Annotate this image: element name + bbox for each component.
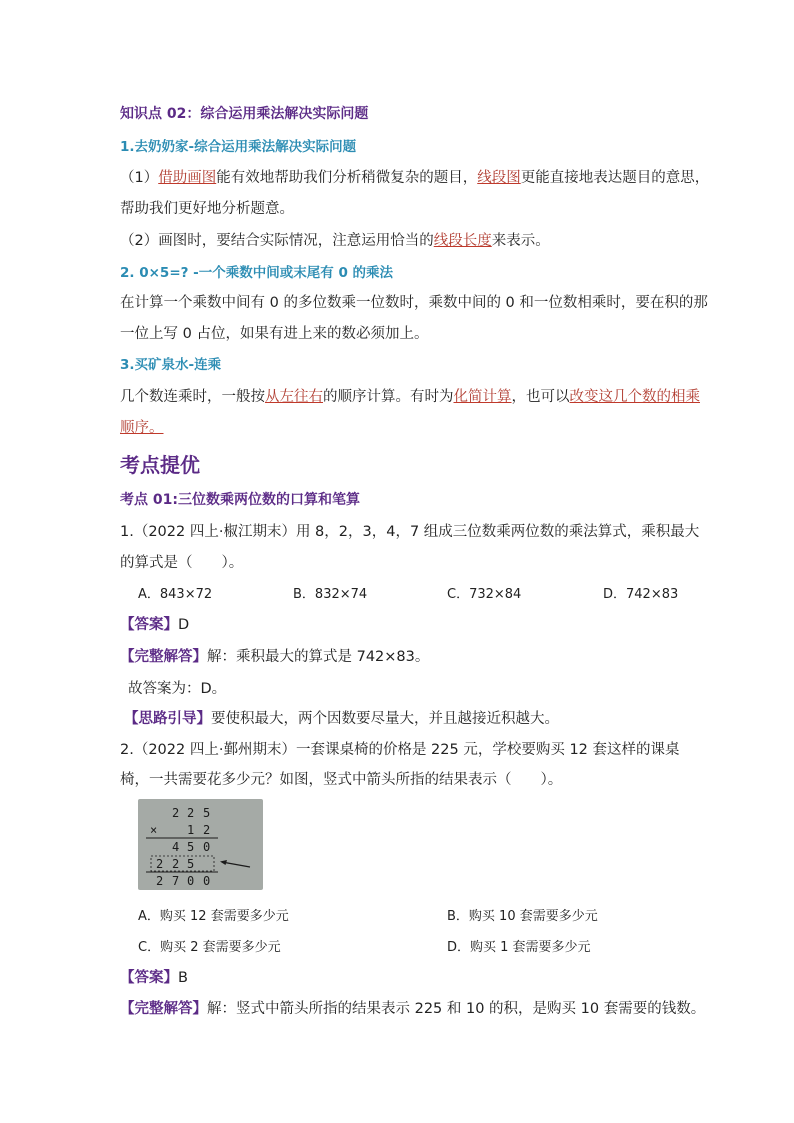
- section2-paragraph-line2: 一位上写 0 占位，如果有进上来的数必须加上。: [120, 326, 429, 342]
- q1-stem-line2: 的算式是（ ）。: [120, 555, 244, 571]
- section3-paragraph-line2: 顺序。: [120, 420, 164, 436]
- q1-explanation: [120, 645, 429, 666]
- q2-stem-line1: 2.（2022 四上·鄞州期末）一套课桌椅的价格是 225 元，学校要购买 12 套这样的课桌: [120, 742, 680, 758]
- text-span: ，也可以: [511, 389, 570, 405]
- q1-conclusion: 故答案为：D。: [128, 681, 227, 697]
- q2-option-c: C．购买 2 套需要多少元: [138, 940, 281, 955]
- q1-stem-line1: 1.（2022 四上·椒江期末）用 8，2，3，4，7 组成三位数乘两位数的乘法算式，乘积最大: [120, 524, 700, 540]
- digit-r5-1: 2: [156, 874, 164, 888]
- digit-r4-3: 5: [187, 857, 195, 871]
- q1-option-c: C．732×84: [447, 587, 522, 602]
- vertical-multiplication-figure: [138, 799, 263, 890]
- digit-r2-1: 1: [187, 823, 195, 837]
- hint-tag: 【思路引导】: [124, 711, 211, 727]
- highlight-simplify: 化简计算: [453, 389, 512, 405]
- digit-r3-3: 0: [203, 840, 211, 854]
- section2-paragraph-line1: 在计算一个乘数中间有 0 的多位数乘一位数时，乘数中间的 0 和一位数相乘时，要在积的那: [120, 295, 708, 311]
- q1-answer: [120, 613, 189, 634]
- section1-paragraph1-line2: 帮助我们更好地分析题意。: [120, 201, 294, 217]
- text-span: 来表示。: [491, 233, 550, 249]
- highlight-line-diagram: 线段图: [477, 170, 521, 186]
- digit-r1-2: 2: [187, 806, 195, 820]
- q2-option-a: A．购买 12 套需要多少元: [138, 909, 289, 924]
- digit-r3-1: 4: [172, 840, 180, 854]
- explanation-text: 解：乘积最大的算式是 742×83。: [207, 649, 430, 665]
- section3-title: 3.买矿泉水-连乘: [120, 357, 222, 373]
- digit-r5-4: 0: [203, 874, 211, 888]
- knowledge-title: 知识点 02：综合运用乘法解决实际问题: [120, 106, 369, 122]
- section-title: 考点提优: [120, 453, 200, 477]
- q1-option-b: B．832×74: [293, 587, 368, 602]
- highlight-segment-length: 线段长度: [433, 233, 492, 249]
- multiplication-svg: [138, 799, 263, 890]
- digit-r5-3: 0: [187, 874, 195, 888]
- section1-title: 1.去奶奶家-综合运用乘法解决实际问题: [120, 139, 357, 155]
- answer-value: B: [178, 970, 188, 986]
- q2-option-d: D．购买 1 套需要多少元: [447, 940, 591, 955]
- digit-r4-1: 2: [156, 857, 164, 871]
- q1-option-d: D．742×83: [603, 587, 679, 602]
- q1-hint: [124, 707, 559, 728]
- section3-paragraph: [120, 385, 700, 406]
- digit-r1-3: 5: [203, 806, 211, 820]
- section1-paragraph1: [120, 166, 709, 187]
- text-span: （2）画图时，要结合实际情况，注意运用恰当的: [120, 233, 434, 249]
- q2-explanation: [120, 997, 705, 1018]
- arrow-line: [222, 862, 250, 867]
- answer-tag: 【答案】: [120, 617, 178, 633]
- section1-paragraph2: [120, 229, 550, 250]
- text-span: 几个数连乘时，一般按: [120, 389, 265, 405]
- highlight-change-order: 改变这几个数的相乘: [569, 389, 700, 405]
- text-span: 更能直接地表达题目的意思，: [520, 170, 710, 186]
- kaodian-title: 考点 01:三位数乘两位数的口算和笔算: [120, 492, 360, 508]
- highlight-left-to-right: 从左往右: [265, 389, 323, 405]
- text-span: 的顺序计算。有时为: [323, 389, 454, 405]
- text-span: 能有效地帮助我们分析稍微复杂的题目，: [216, 170, 478, 186]
- digit-r4-2: 2: [172, 857, 180, 871]
- explanation-tag: 【完整解答】: [120, 649, 207, 665]
- times-sign: ×: [150, 823, 158, 837]
- explanation-tag: 【完整解答】: [120, 1001, 207, 1017]
- q1-option-a: A．843×72: [138, 587, 213, 602]
- q2-option-b: B．购买 10 套需要多少元: [447, 909, 598, 924]
- arrow-head-icon: [220, 860, 227, 865]
- q2-stem-line2: 椅，一共需要花多少元？如图，竖式中箭头所指的结果表示（ ）。: [120, 772, 563, 788]
- answer-tag: 【答案】: [120, 970, 178, 986]
- text-span: （1）: [120, 170, 159, 186]
- explanation-text: 解：竖式中箭头所指的结果表示 225 和 10 的积，是购买 10 套需要的钱数。: [207, 1001, 706, 1017]
- digit-r2-2: 2: [203, 823, 211, 837]
- q2-answer: [120, 966, 188, 987]
- hint-text: 要使积最大，两个因数要尽量大，并且越接近积越大。: [211, 711, 559, 727]
- answer-value: D: [178, 617, 190, 633]
- digit-r3-2: 5: [187, 840, 195, 854]
- digit-r1-1: 2: [172, 806, 180, 820]
- section2-title: 2. 0×5=? -一个乘数中间或末尾有 0 的乘法: [120, 265, 394, 281]
- highlight-drawing: 借助画图: [158, 170, 217, 186]
- digit-r5-2: 7: [172, 874, 180, 888]
